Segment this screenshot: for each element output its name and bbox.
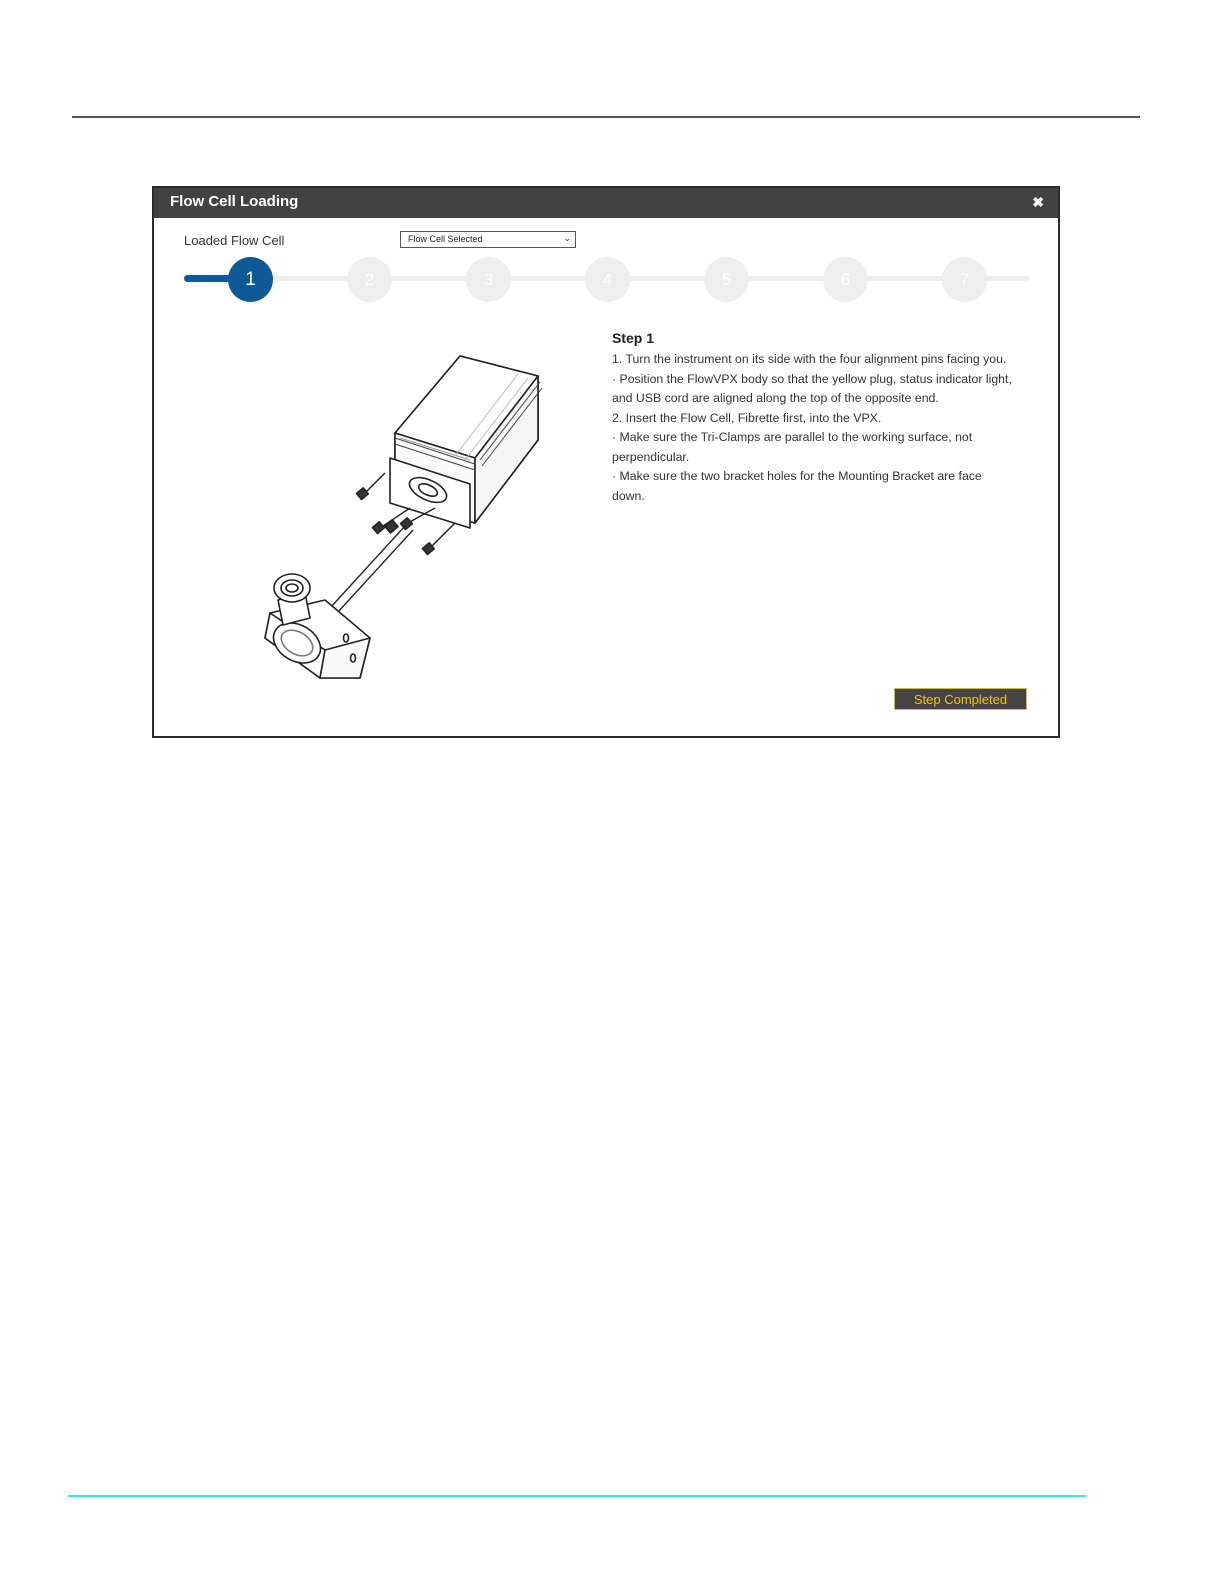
instruction-line: · Position the FlowVPX body so that the yellow plug, status indicator light, and USB cord are aligned along the top of the opposite end. bbox=[612, 371, 1012, 405]
flow-cell-select-value: Flow Cell Selected bbox=[408, 234, 483, 244]
step-heading: Step 1 bbox=[612, 330, 655, 346]
dialog-titlebar bbox=[154, 188, 1058, 218]
step-6-circle[interactable]: 6 bbox=[823, 257, 868, 302]
fibrette-rod bbox=[330, 520, 413, 612]
instruction-line: 2. Insert the Flow Cell, Fibrette first, into the VPX. bbox=[612, 410, 882, 425]
instruction-line: · Make sure the two bracket holes for the Mounting Bracket are face down. bbox=[612, 469, 982, 503]
step-7-circle[interactable]: 7 bbox=[942, 257, 987, 302]
step-2-circle[interactable]: 2 bbox=[347, 257, 392, 302]
step-3-circle[interactable]: 3 bbox=[466, 257, 511, 302]
flow-cell-select[interactable] bbox=[400, 231, 576, 248]
dialog-title: Flow Cell Loading bbox=[170, 193, 299, 210]
flow-cell-clamp bbox=[265, 574, 370, 678]
step-completed-button[interactable]: Step Completed bbox=[894, 688, 1027, 710]
header-rule bbox=[72, 116, 1140, 118]
instrument-body bbox=[390, 356, 542, 528]
loaded-flow-cell-label: Loaded Flow Cell bbox=[184, 233, 285, 248]
step-4-circle[interactable]: 4 bbox=[585, 257, 630, 302]
close-icon[interactable]: ✖ bbox=[1032, 194, 1044, 210]
step-1-circle[interactable]: 1 bbox=[228, 257, 273, 302]
footer-rule bbox=[68, 1495, 1086, 1497]
chevron-down-icon: ⌄ bbox=[563, 233, 571, 243]
flow-cell-loading-dialog bbox=[152, 186, 1060, 738]
instruction-line: · Make sure the Tri-Clamps are parallel to the working surface, not perpendicular. bbox=[612, 430, 973, 464]
step-5-circle[interactable]: 5 bbox=[704, 257, 749, 302]
instructions-panel bbox=[612, 330, 1012, 506]
instruction-line: 1. Turn the instrument on its side with the four alignment pins facing you. bbox=[612, 352, 1007, 366]
step-progress bbox=[154, 248, 1058, 308]
flow-cell-illustration bbox=[250, 338, 560, 683]
